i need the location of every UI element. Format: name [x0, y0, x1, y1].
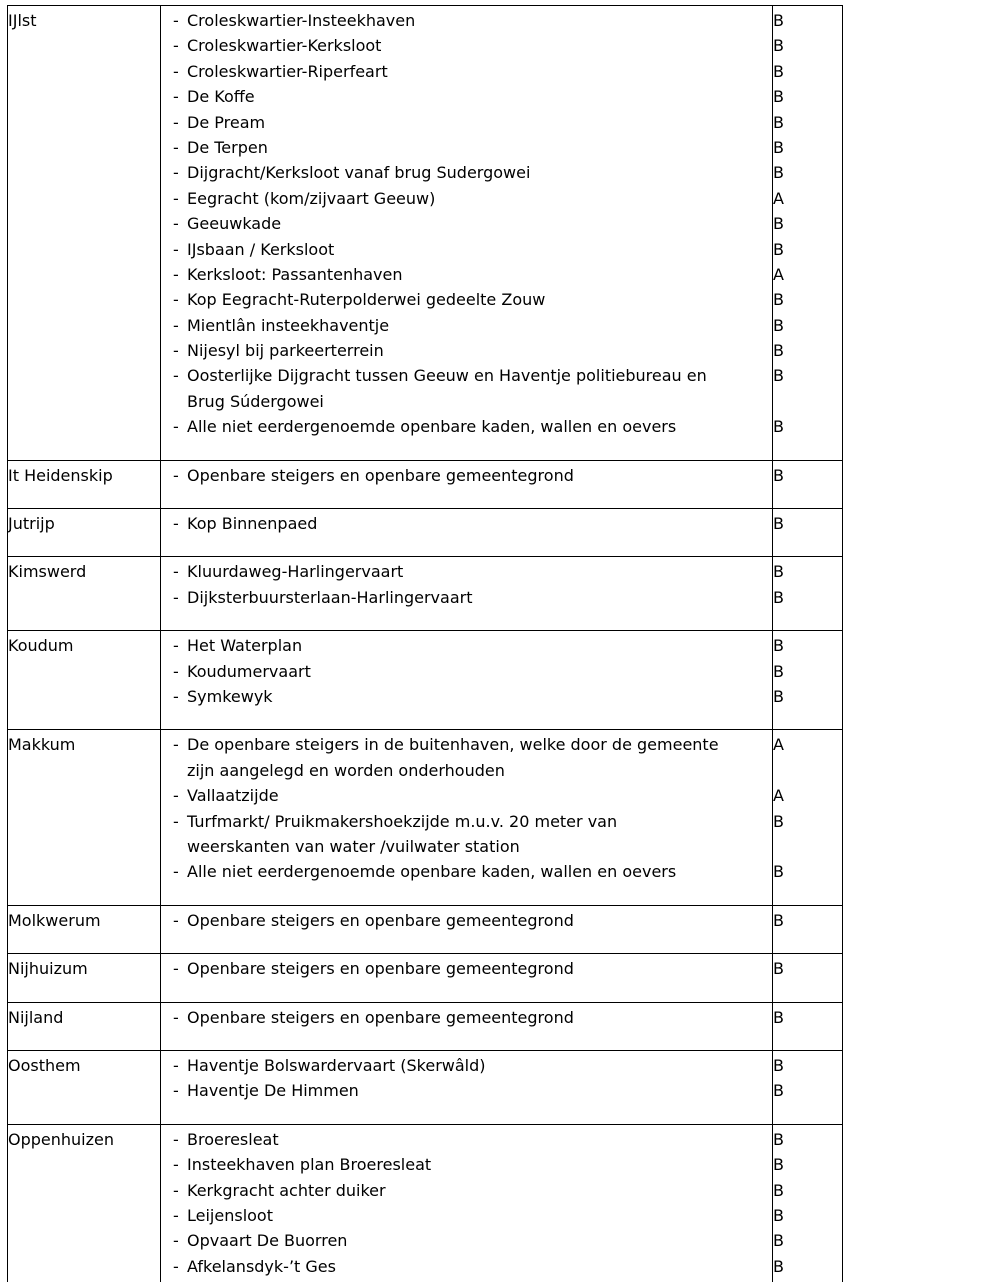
table-row — [8, 460, 843, 508]
item-text: Oosterlijke Dijgracht tussen Geeuw en Haventje politiebureau en — [187, 366, 707, 386]
item-line — [161, 1228, 772, 1253]
item-text: De Koffe — [187, 87, 255, 107]
item-text: Alle niet eerdergenoemde openbare kaden, wallen en oevers — [187, 417, 677, 437]
table-row — [8, 954, 843, 1002]
grade-value: B — [773, 1055, 784, 1075]
items-cell — [161, 1050, 773, 1124]
grade-value: A — [773, 735, 784, 755]
item-line — [161, 211, 772, 236]
place-cell: Makkum — [8, 730, 161, 905]
table-row — [8, 6, 843, 461]
grade-value: B — [773, 1129, 784, 1149]
place-cell: Oppenhuizen — [8, 1124, 161, 1282]
bullet-dash: - — [173, 290, 179, 310]
item-text: zijn aangelegd en worden onderhouden — [187, 760, 505, 780]
grade-value: B — [773, 61, 784, 81]
grade-value: B — [773, 862, 784, 882]
items-cell — [161, 557, 773, 631]
grade-value: A — [773, 188, 784, 208]
grade-value: B — [773, 366, 784, 386]
item-continuation-line — [161, 758, 772, 783]
bullet-dash: - — [173, 112, 179, 132]
item-text: IJsbaan / Kerksloot — [187, 239, 335, 259]
item-text: Koudumervaart — [187, 661, 311, 681]
item-text: Symkewyk — [187, 687, 273, 707]
grade-value: B — [773, 687, 784, 707]
grade-cell — [773, 557, 843, 631]
grade-cell — [773, 1124, 843, 1282]
table-row — [8, 1050, 843, 1124]
table-row — [8, 509, 843, 557]
item-line — [161, 783, 772, 808]
bullet-dash: - — [173, 36, 179, 56]
item-text: Vallaatzijde — [187, 786, 279, 806]
grade-value: B — [773, 87, 784, 107]
item-line — [161, 732, 772, 757]
item-line — [161, 363, 772, 388]
grade-value: B — [773, 417, 784, 437]
grade-value: A — [773, 786, 784, 806]
items-cell — [161, 1124, 773, 1282]
bullet-dash: - — [173, 341, 179, 361]
item-line — [161, 186, 772, 211]
item-line — [161, 659, 772, 684]
items-cell — [161, 1002, 773, 1050]
bullet-dash: - — [173, 587, 179, 607]
item-line — [161, 59, 772, 84]
place-cell: Oosthem — [8, 1050, 161, 1124]
bullet-dash: - — [173, 862, 179, 882]
item-text: Croleskwartier-Riperfeart — [187, 61, 388, 81]
grade-value: B — [773, 163, 784, 183]
grade-value: B — [773, 910, 784, 930]
item-line — [161, 237, 772, 262]
item-text: Kluurdaweg-Harlingervaart — [187, 562, 404, 582]
grade-value: B — [773, 315, 784, 335]
place-cell: Nijhuizum — [8, 954, 161, 1002]
bullet-dash: - — [173, 214, 179, 234]
item-text: Broeresleat — [187, 1129, 279, 1149]
item-text: Haventje Bolswardervaart (Skerwâld) — [187, 1055, 486, 1075]
bullet-dash: - — [173, 562, 179, 582]
item-text: Kop Binnenpaed — [187, 514, 318, 534]
item-text: Dijgracht/Kerksloot vanaf brug Sudergowei — [187, 163, 531, 183]
locations-table — [7, 5, 843, 1282]
item-line — [161, 135, 772, 160]
bullet-dash: - — [173, 366, 179, 386]
bullet-dash: - — [173, 188, 179, 208]
bullet-dash: - — [173, 514, 179, 534]
place-cell: It Heidenskip — [8, 460, 161, 508]
item-line — [161, 1005, 772, 1030]
grade-value: B — [773, 1205, 784, 1225]
bullet-dash: - — [173, 959, 179, 979]
bullet-dash: - — [173, 1007, 179, 1027]
item-line — [161, 809, 772, 834]
bullet-dash: - — [173, 163, 179, 183]
table-row — [8, 631, 843, 730]
bullet-dash: - — [173, 87, 179, 107]
item-text: Alle niet eerdergenoemde openbare kaden, wallen en oevers — [187, 862, 677, 882]
item-text: Mientlân insteekhaventje — [187, 315, 390, 335]
item-line — [161, 1254, 772, 1279]
grade-empty-line — [773, 758, 842, 783]
item-text: Openbare steigers en openbare gemeentegrond — [187, 959, 574, 979]
bullet-dash: - — [173, 811, 179, 831]
grade-value: B — [773, 465, 784, 485]
item-line — [161, 633, 772, 658]
items-cell — [161, 6, 773, 461]
bullet-dash: - — [173, 1129, 179, 1149]
item-line — [161, 684, 772, 709]
grade-cell — [773, 954, 843, 1002]
grade-value: B — [773, 214, 784, 234]
grade-cell — [773, 730, 843, 905]
place-cell: Nijland — [8, 1002, 161, 1050]
item-text: Nijesyl bij parkeerterrein — [187, 341, 384, 361]
item-line — [161, 33, 772, 58]
grade-cell — [773, 460, 843, 508]
item-text: Het Waterplan — [187, 636, 303, 656]
bullet-dash: - — [173, 11, 179, 30]
table-row — [8, 1002, 843, 1050]
item-continuation-line — [161, 389, 772, 414]
item-text: Haventje De Himmen — [187, 1081, 359, 1101]
item-line — [161, 8, 772, 33]
table-row — [8, 905, 843, 953]
item-text: Croleskwartier-Insteekhaven — [187, 11, 416, 30]
bullet-dash: - — [173, 264, 179, 284]
grade-value: B — [773, 811, 784, 831]
place-cell: Molkwerum — [8, 905, 161, 953]
bullet-dash: - — [173, 1231, 179, 1251]
grade-value: B — [773, 514, 784, 534]
items-cell — [161, 905, 773, 953]
items-cell — [161, 509, 773, 557]
grade-value: B — [773, 290, 784, 310]
grade-value: B — [773, 239, 784, 259]
grade-value: B — [773, 112, 784, 132]
items-cell — [161, 730, 773, 905]
item-line — [161, 511, 772, 536]
item-text: Eegracht (kom/zijvaart Geeuw) — [187, 188, 436, 208]
item-text: Openbare steigers en openbare gemeentegrond — [187, 465, 574, 485]
bullet-dash: - — [173, 1180, 179, 1200]
item-text: De Pream — [187, 112, 266, 132]
bullet-dash: - — [173, 1205, 179, 1225]
bullet-dash: - — [173, 137, 179, 157]
item-line — [161, 1203, 772, 1228]
item-line — [161, 110, 772, 135]
item-line — [161, 84, 772, 109]
item-line — [161, 908, 772, 933]
bullet-dash: - — [173, 687, 179, 707]
item-text: Dijksterbuursterlaan-Harlingervaart — [187, 587, 473, 607]
item-text: Kop Eegracht-Ruterpolderwei gedeelte Zouw — [187, 290, 546, 310]
table-body — [8, 6, 843, 1282]
item-text: Kerksloot: Passantenhaven — [187, 264, 403, 284]
place-cell: Kimswerd — [8, 557, 161, 631]
item-line — [161, 287, 772, 312]
table-row — [8, 730, 843, 905]
grade-value: B — [773, 1007, 784, 1027]
bullet-dash: - — [173, 315, 179, 335]
item-text: Turfmarkt/ Pruikmakershoekzijde m.u.v. 20 meter van — [187, 811, 618, 831]
item-text: Brug Súdergowei — [187, 391, 324, 411]
bullet-dash: - — [173, 1155, 179, 1175]
table-row — [8, 1124, 843, 1282]
grade-value: B — [773, 661, 784, 681]
grade-value: B — [773, 562, 784, 582]
grade-value: A — [773, 264, 784, 284]
bullet-dash: - — [173, 735, 179, 755]
bullet-dash: - — [173, 786, 179, 806]
item-text: Opvaart De Buorren — [187, 1231, 348, 1251]
grade-cell — [773, 1002, 843, 1050]
item-line — [161, 414, 772, 439]
item-line — [161, 160, 772, 185]
grade-cell — [773, 1050, 843, 1124]
item-line — [161, 1078, 772, 1103]
bullet-dash: - — [173, 910, 179, 930]
item-text: Geeuwkade — [187, 214, 282, 234]
table-row — [8, 557, 843, 631]
grade-empty-line — [773, 834, 842, 859]
grade-value: B — [773, 1231, 784, 1251]
item-line — [161, 956, 772, 981]
items-cell — [161, 460, 773, 508]
bullet-dash: - — [173, 1055, 179, 1075]
grade-value: B — [773, 36, 784, 56]
item-line — [161, 1178, 772, 1203]
bullet-dash: - — [173, 661, 179, 681]
item-line — [161, 585, 772, 610]
item-line — [161, 338, 772, 363]
grade-value: B — [773, 636, 784, 656]
grade-cell — [773, 905, 843, 953]
grade-value: B — [773, 1256, 784, 1276]
item-line — [161, 1053, 772, 1078]
bullet-dash: - — [173, 239, 179, 259]
grade-value: B — [773, 341, 784, 361]
item-text: weerskanten van water /vuilwater station — [187, 836, 520, 856]
items-cell — [161, 631, 773, 730]
grade-value: B — [773, 959, 784, 979]
grade-value: B — [773, 587, 784, 607]
place-cell: Koudum — [8, 631, 161, 730]
place-cell: IJlst — [8, 6, 161, 461]
item-text: Openbare steigers en openbare gemeentegrond — [187, 1007, 574, 1027]
item-text: Croleskwartier-Kerksloot — [187, 36, 382, 56]
item-line — [161, 463, 772, 488]
item-text: Openbare steigers en openbare gemeentegrond — [187, 910, 574, 930]
item-line — [161, 859, 772, 884]
item-text: Kerkgracht achter duiker — [187, 1180, 386, 1200]
item-text: De openbare steigers in de buitenhaven, welke door de gemeente — [187, 735, 719, 755]
item-line — [161, 1152, 772, 1177]
item-text: Insteekhaven plan Broeresleat — [187, 1155, 432, 1175]
bullet-dash: - — [173, 417, 179, 437]
item-text: Leijensloot — [187, 1205, 273, 1225]
item-text: Afkelansdyk-’t Ges — [187, 1256, 336, 1276]
grade-value: B — [773, 1081, 784, 1101]
item-line — [161, 262, 772, 287]
items-cell — [161, 954, 773, 1002]
grade-empty-line — [773, 389, 842, 414]
bullet-dash: - — [173, 1081, 179, 1101]
item-line — [161, 559, 772, 584]
bullet-dash: - — [173, 1256, 179, 1276]
grade-value: B — [773, 137, 784, 157]
grade-value: B — [773, 1155, 784, 1175]
item-line — [161, 313, 772, 338]
grade-cell — [773, 6, 843, 461]
grade-value: B — [773, 11, 784, 30]
bullet-dash: - — [173, 636, 179, 656]
item-line — [161, 1127, 772, 1152]
bullet-dash: - — [173, 61, 179, 81]
grade-cell — [773, 631, 843, 730]
grade-cell — [773, 509, 843, 557]
grade-value: B — [773, 1180, 784, 1200]
place-cell: Jutrijp — [8, 509, 161, 557]
bullet-dash: - — [173, 465, 179, 485]
item-text: De Terpen — [187, 137, 268, 157]
item-continuation-line — [161, 834, 772, 859]
